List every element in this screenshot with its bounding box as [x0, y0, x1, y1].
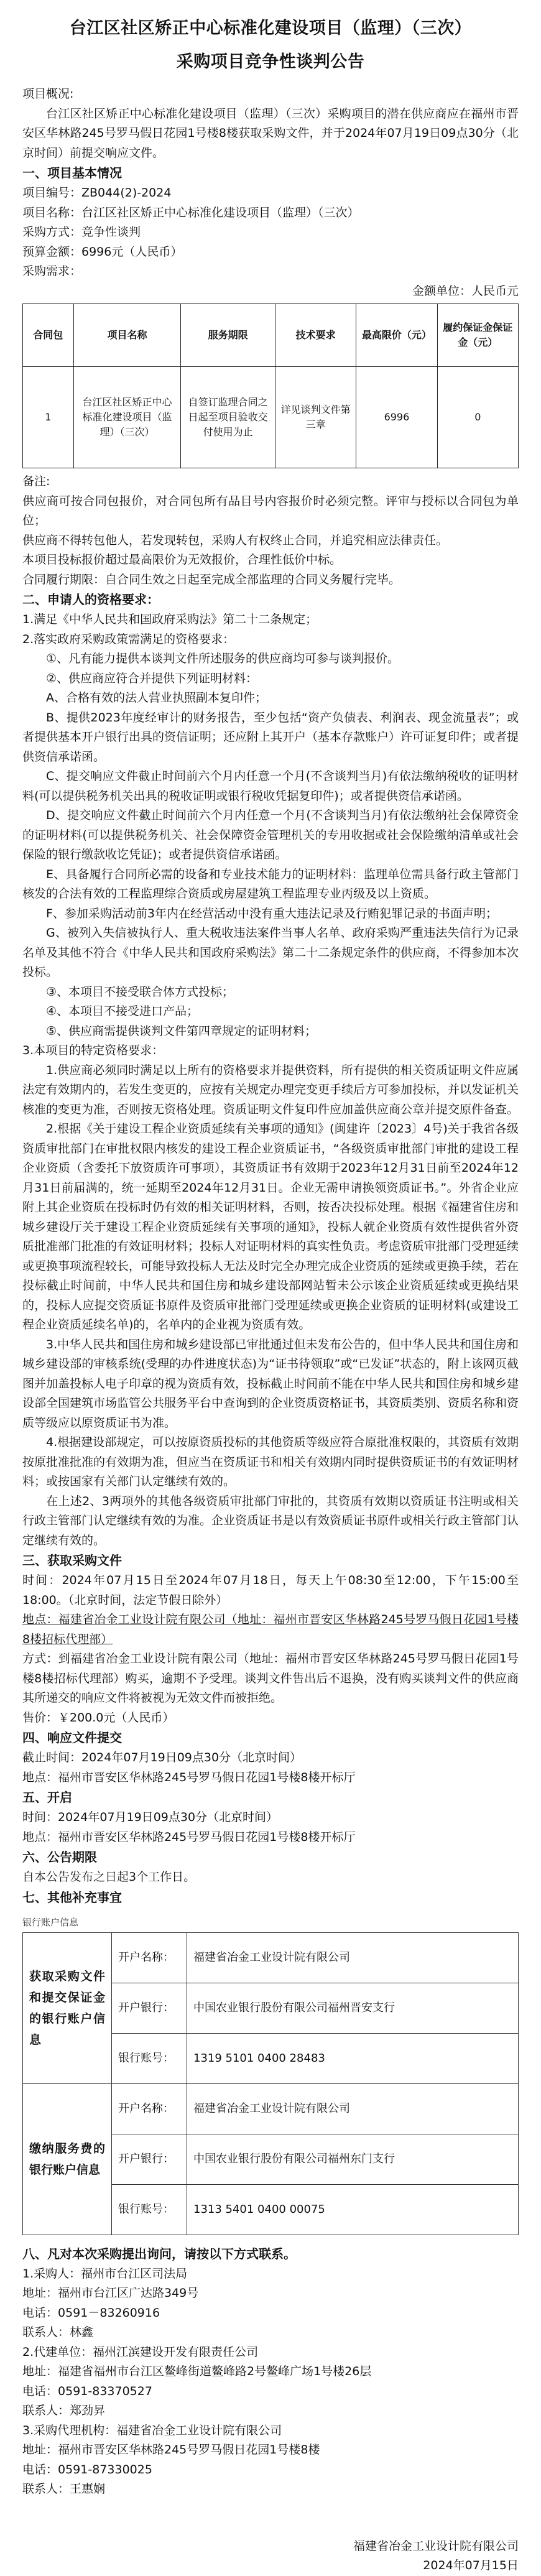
bank-group2-name: 福建省冶金工业设计院有限公司: [187, 2083, 519, 2134]
qualification-item: E、具备履行合同所必需的设备和专业技术能力的证明材料：监理单位需具备行政主管部门核发的合法有效的工程监理综合资质或房屋建筑工程监理专业丙级及以上资质。: [22, 867, 519, 901]
qualification-item: A、合格有效的法人营业执照副本复印件；: [46, 691, 267, 705]
qualification-item: 3.中华人民共和国住房和城乡建设部已审批通过但未发布公告的，但中华人民共和国住房和城乡建设部的审核系统(受理的办件进度状态)为“证书待领取”或“已发证”状态的，附上该网页截图并加盖投标人电子印章的视为资质有效，投标截止时间前不能在中华人民共和国住房和城乡建设部全国建筑市场监管公共服务平台中查询到的企业资质资格证书，其资质类别、资质名称和资质等级应以原资质证书为准。: [22, 1337, 519, 1430]
qualification-item: 1.供应商必须同时满足以上所有的资格要求并提供资料，所有提供的相关资质证明文件应属法定有效期内的，若发生变更的，应按有关规定办理完变更手续后方可参加投标，并以发证机关核准的变更为准，否则按无资格处理。资质证明文件复印件应加盖供应商公章并提交原件备查。: [22, 1063, 519, 1116]
cell-package: 1: [23, 367, 74, 468]
qualification-item: 2.根据《关于建设工程企业资质延续有关事项的通知》(闽建许〔2023〕4号)关于我省各级资质审批部门在审批权限内核发的建设工程企业资质证书，“各级资质审批部门审批的建设工程企业资质（含委托下放资质许可事项），其资质证书有效期于2023年12月31日前至2024年12月31日前届满的，统一延期至2024年12月31日。企业无需申请换领资质证书。”。外省企业应附上其企业资质在投标时仍有效的相关证明材料，否则，按否决投标处理。根据《福建省住房和城乡建设厅关于建设工程企业资质延续有关事项的通知》，投标人就企业资质有效性提供省外资质批准部门批准的有效证明材料；投标人对证明材料的真实性负责。考虑资质审批部门受理延续或更换事项流程较长，可能导致投标人无法及时完全办理完成企业资质的延续或更换手续，若在投标截止时间前，中华人民共和国住房和城乡建设部网站暂未公示该企业资质延续或更换结果的，投标人应提交资质证书原件及资质审批部门受理延续或更换企业资质的证明材料(或建设工程企业资质延续名单)的，名单内的企业视为资质有效。: [22, 1122, 519, 1332]
bank-group1-label: 获取采购文件和提交保证金的银行账户信息: [23, 1932, 112, 2083]
col-header-tech-req: 技术要求: [275, 304, 356, 367]
document-price: 售价：￥200.0元（人民币）: [22, 1710, 175, 1725]
buyer-address: 地址：福州市台江区广达路349号: [22, 2286, 199, 2300]
buyer-contact: 联系人：林鑫: [22, 2325, 94, 2339]
table-row: [23, 367, 519, 468]
bank-account-table: [22, 1932, 519, 2235]
qualification-item: ④、本项目不接受进口产品；: [46, 1004, 199, 1018]
opening-time: 时间：2024年07月19日09点30分（北京时间）: [22, 1810, 279, 1824]
bank-group2-bank: 中国农业银行股份有限公司福州东门支行: [187, 2134, 519, 2184]
qualification-item: D、提交响应文件截止时间前六个月内任意一个月(不含谈判当月)有依法缴纳社会保障资金的证明材料(可以提供税务机关、社会保障资金管理机关的专用收据或社会保险缴纳清单或社会保险的银行缴款收讫凭证)；或者提供资信承诺函。: [22, 808, 519, 861]
acquire-time: 时间：2024年07月15日至2024年07月18日，每天上午08:30至12:00，下午15:00至18:00。（北京时间，法定节假日除外）: [22, 1573, 519, 1607]
qualification-item: 在上述2、3两项外的其他各级资质审批部门审批的，其资质有效期以资质证书注明或相关行政主管部门认定继续有效的为准。企业资质证书是以有效资质证书原件或相关行政主管部门认定继续有效的。: [22, 1494, 519, 1547]
submission-place: 地点：福州市晋安区华林路245号罗马假日花园1号楼8楼开标厅: [22, 1770, 356, 1784]
qualification-item: C、提交响应文件截止时间前六个月内任意一个月(不含谈判当月)有依法缴纳税收的证明材料(可以提供税务机关出具的税收证明或银行税收凭据复印件)；或者提供资信承诺函。: [22, 769, 519, 803]
cell-project-name: 台江区社区矫正中心标准化建设项目（监理）（三次）: [73, 367, 181, 468]
project-name: 项目名称：台江区社区矫正中心标准化建设项目（监理）（三次）: [22, 205, 359, 220]
table-row: [23, 1932, 519, 1983]
bank-group2-label: 缴纳服务费的银行账户信息: [23, 2083, 112, 2235]
amount-unit: 金额单位：人民币元: [412, 284, 519, 298]
col-header-package: 合同包: [23, 304, 74, 367]
remarks-line: 本项目投标报价超过最高限价为无效报价，合理性低价中标。: [22, 553, 342, 567]
bank-group2-account: 1313 5401 0400 00075: [187, 2184, 519, 2235]
col-header-deposit: 履约保证金保证金（元）: [437, 304, 518, 367]
agent-title: 2.代建单位：福州江滨建设开发有限责任公司: [22, 2345, 259, 2359]
bank-key-account: 银行账号：: [112, 2184, 187, 2235]
acquire-method: 方式：到福建省冶金工业设计院有限公司（地址：福州市晋安区华林路245号罗马假日花园1号楼8楼招标代理部）购买，逾期不予受理。谈判文件售出后不退换，没有购买谈判文件的供应商其所递交的响应文件将被视为无效文件而被拒绝。: [22, 1652, 519, 1705]
section-6-heading: 六、公告期限: [22, 1850, 97, 1865]
overview-text: 台江区社区矫正中心标准化建设项目（监理）（三次）采购项目的潜在供应商应在福州市晋安区华林路245号罗马假日花园1号楼8楼获取采购文件，并于2024年07月19日09点30分（北京时间）前提交响应文件。: [22, 106, 519, 160]
buyer-title: 1.采购人：福州市台江区司法局: [22, 2266, 188, 2281]
qualification-item: G、被列入失信被执行人、重大税收违法案件当事人名单、政府采购严重违法失信行为记录名单及其他不符合《中华人民共和国政府采购法》第二十二条规定条件的供应商，不得参加本次投标。: [22, 926, 519, 979]
col-header-project-name: 项目名称: [73, 304, 181, 367]
remarks-label: 备注:: [22, 475, 50, 488]
bank-key-bank: 开户银行：: [112, 1983, 187, 2033]
section-3-heading: 三、获取采购文件: [22, 1553, 122, 1568]
footer-date: 2024年07月15日: [423, 2559, 519, 2572]
submission-deadline: 截止时间：2024年07月19日09点30分（北京时间）: [22, 1751, 302, 1764]
notice-title-line1: 台江区社区矫正中心标准化建设项目（监理）（三次）: [69, 19, 472, 38]
budget-amount: 预算金额：6996元（人民币）: [22, 244, 183, 259]
cell-service-period: 自签订监理合同之日起至项目验收交付使用为止: [181, 367, 275, 468]
bank-group1-bank: 中国农业银行股份有限公司福州晋安支行: [187, 1983, 519, 2033]
bank-key-bank: 开户银行：: [112, 2134, 187, 2184]
col-header-service-period: 服务期限: [181, 304, 275, 367]
qualification-item: 4.根据建设部规定，可以按原资质投标的其他资质等级应符合原批准权限的，其资质有效期按原批准批准的有效期为准，但应当在资质证书和相关有效期内同时提供资质证书的有效证明材料；或按国家有关部门认定继续有效的。: [22, 1435, 519, 1488]
qualification-item: F、参加采购活动前3年内在经营活动中没有重大违法记录及行贿犯罪记录的书面声明；: [46, 906, 498, 920]
section-1-heading: 一、项目基本情况: [22, 165, 122, 180]
procurement-method: 采购方式：竞争性谈判: [22, 225, 141, 239]
bank-caption: 银行账户信息: [22, 1916, 79, 1928]
opening-place: 地点：福州市晋安区华林路245号罗马假日花园1号楼8楼开标厅: [22, 1830, 356, 1844]
acquire-place: 地点：福建省冶金工业设计院有限公司（地址：福州市晋安区华林路245号罗马假日花园1号楼8楼招标代理部）: [22, 1613, 519, 1646]
overview-label: 项目概况:: [22, 87, 74, 101]
qualification-item: ②、供应商应符合并提供下列证明材料：: [46, 671, 258, 685]
cell-tech-req: 详见谈判文件第三章: [275, 367, 356, 468]
agent-phone: 电话：0591-83370527: [22, 2384, 152, 2398]
proxy-phone: 电话：0591-87330025: [22, 2462, 152, 2476]
bank-key-name: 开户名称：: [112, 1932, 187, 1983]
notice-page: [22, 11, 519, 2576]
proxy-contact: 联系人：王惠娴: [22, 2482, 106, 2496]
qualification-item: 2.落实政府采购政策需满足的资格要求：: [22, 632, 235, 646]
bank-key-account: 银行账号：: [112, 2033, 187, 2083]
notice-title-line2: 采购项目竞争性谈判公告: [176, 52, 365, 72]
section-2-heading: 二、申请人的资格要求：: [22, 592, 159, 607]
footer-organization: 福建省冶金工业设计院有限公司: [353, 2539, 519, 2553]
section-8-heading: 八、凡对本次采购提出询问，请按以下方式联系。: [22, 2246, 296, 2261]
col-header-max-price: 最高限价（元）: [356, 304, 437, 367]
qualification-item: B、提供2023年度经审计的财务报告，至少包括“资产负债表、利润表、现金流量表”；或者提供基本开户银行出具的资信证明；还应附上其开户（基本存款账户）许可证复印件；或者提供资信承诺函。: [22, 710, 519, 764]
bank-group1-account: 1319 5101 0400 28483: [187, 2033, 519, 2083]
section-4-heading: 四、响应文件提交: [22, 1730, 122, 1745]
cell-max-price: 6996: [356, 367, 437, 468]
section-5-heading: 五、开启: [22, 1790, 72, 1805]
remarks-line: 合同履行期限：自合同生效之日起至完成全部监理的合同义务履行完毕。: [22, 572, 401, 586]
qualification-item: ⑤、供应商需提供谈判文件第四章规定的证明材料；: [46, 1024, 317, 1038]
buyer-phone: 电话：0591－83260916: [22, 2305, 160, 2320]
qualification-item: ③、本项目不接受联合体方式投标；: [46, 985, 234, 999]
remarks-line: 供应商不得转包他人，若发现转包，采购人有权终止合同，并追究相应法律责任。: [22, 533, 448, 547]
cell-deposit: 0: [437, 367, 518, 468]
project-number: 项目编号：ZB044(2)-2024: [22, 186, 172, 200]
requirements-table: [22, 303, 519, 468]
section-7-heading: 七、其他补充事宜: [22, 1889, 122, 1905]
qualification-item: 1.满足《中华人民共和国政府采购法》第二十二条规定；: [22, 613, 318, 626]
announcement-period: 自本公告发布之日起3个工作日。: [22, 1870, 196, 1884]
proxy-title: 3.采购代理机构：福建省冶金工业设计院有限公司: [22, 2423, 282, 2437]
bank-group1-name: 福建省冶金工业设计院有限公司: [187, 1932, 519, 1983]
qualification-item: 3.本项目的特定资格要求：: [22, 1044, 164, 1057]
agent-address: 地址：福建省福州市台江区鳌峰街道鳌峰路2号鳌峰广场1号楼26层: [22, 2365, 372, 2378]
remarks-line: 供应商可按合同包报价，对合同包所有品目号内容报价时必须完整。评审与授标以合同包为单位；: [22, 494, 519, 527]
signature-block: [22, 2537, 519, 2576]
requirements-header-row: [23, 304, 519, 367]
table-row: [23, 2083, 519, 2134]
bank-key-name: 开户名称：: [112, 2083, 187, 2134]
agent-contact: 联系人：郑劲昇: [22, 2404, 106, 2417]
procurement-needs: 采购需求：: [22, 264, 82, 278]
proxy-address: 地址：福州市晋安区华林路245号罗马假日花园1号楼8楼: [22, 2443, 320, 2457]
qualification-item: ①、凡有能力提供本谈判文件所述服务的供应商均可参与谈判报价。: [46, 652, 400, 665]
